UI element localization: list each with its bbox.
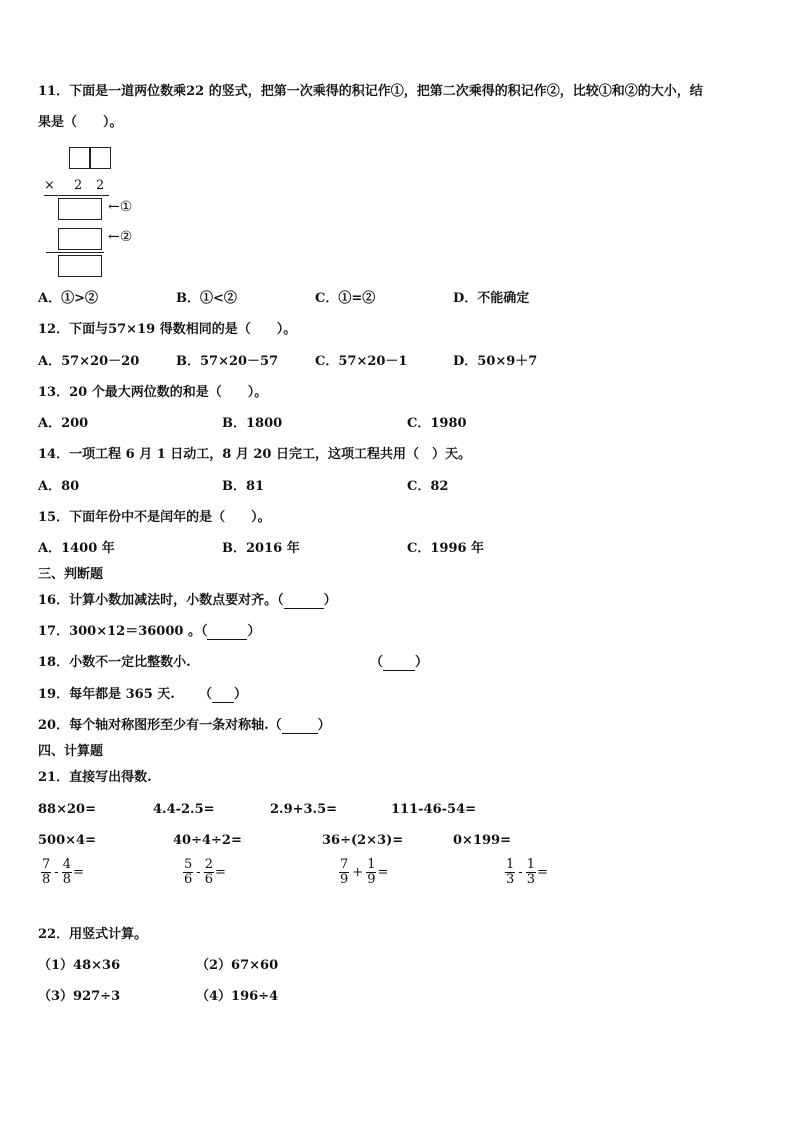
q20-row [38, 718, 331, 734]
q19-answer-blank[interactable] [212, 690, 234, 703]
operator: - [196, 865, 201, 880]
fraction [204, 858, 214, 887]
q11-option-a[interactable]: A．①>② [38, 291, 98, 306]
denominator: 6 [184, 872, 193, 887]
q17-paren-close: ） [247, 624, 261, 639]
sum-rule-line [46, 252, 104, 253]
q13-option-a[interactable]: A．200 [38, 416, 89, 431]
equals-sign: = [536, 865, 548, 880]
q22-item-2: （2）67×60 [196, 958, 279, 973]
numerator: 2 [204, 857, 213, 872]
q14-option-a[interactable]: A．80 [38, 479, 80, 494]
q18-paren-open: （ [370, 655, 384, 670]
section-heading-judgement: 三、判断题 [38, 567, 104, 582]
arrow-label-1: ←① [108, 199, 133, 215]
q20-paren-close: ） [317, 718, 331, 733]
digit-box-tens [69, 147, 90, 169]
q16-row [38, 593, 337, 609]
first-partial-product-box [58, 198, 102, 220]
numerator: 7 [340, 857, 349, 872]
fraction [62, 858, 72, 887]
q14-option-c[interactable]: C．82 [407, 479, 449, 494]
multiply-sign: × [44, 178, 55, 193]
q18-stem: 18．小数不一定比整数小. [38, 655, 191, 670]
q15-option-c[interactable]: C．1996 年 [407, 541, 485, 556]
q15-stem: 15．下面年份中不是闰年的是（ ）。 [38, 510, 271, 525]
second-partial-product-box [58, 228, 102, 250]
digit-box-ones [90, 147, 111, 169]
q21-fraction-item-3 [338, 858, 388, 887]
arrow-label-2: ←② [108, 229, 133, 245]
operator: + [352, 865, 364, 880]
q16-stem: 16．计算小数加减法时，小数点要对齐。（ [38, 593, 284, 608]
product-rule-line [44, 195, 109, 196]
q11-option-b[interactable]: B．①<② [176, 291, 237, 306]
q21-stem: 21．直接写出得数. [38, 770, 152, 785]
denominator: 3 [506, 872, 515, 887]
denominator: 8 [42, 872, 51, 887]
q17-answer-blank[interactable] [207, 627, 247, 640]
equals-sign: = [72, 865, 84, 880]
q19-paren-open: （ [199, 687, 213, 702]
numerator: 5 [184, 857, 193, 872]
operator: - [54, 865, 59, 880]
q16-answer-blank[interactable] [284, 596, 324, 609]
q11-option-d[interactable]: D．不能确定 [453, 291, 530, 306]
q19-answer [199, 687, 247, 703]
q19-stem: 19．每年都是 365 天. [38, 687, 175, 702]
q21-item-4: 111-46-54= [391, 802, 477, 817]
q12-stem: 12．下面与57×19 得数相同的是（ ）。 [38, 322, 297, 337]
q12-option-b[interactable]: B．57×20－57 [176, 354, 279, 369]
q22-item-1: （1）48×36 [38, 958, 121, 973]
q11-option-c[interactable]: C．①=② [315, 291, 376, 306]
q21-fraction-item-1 [40, 858, 84, 887]
q20-stem: 20．每个轴对称图形至少有一条对称轴.（ [38, 718, 282, 733]
q21-item-1: 88×20= [38, 802, 96, 817]
denominator: 9 [367, 872, 376, 887]
q22-item-4: （4）196÷4 [196, 989, 279, 1004]
q15-option-a[interactable]: A．1400 年 [38, 541, 115, 556]
q13-option-b[interactable]: B．1800 [222, 416, 283, 431]
q18-answer-blank[interactable] [383, 658, 415, 671]
q16-paren-close: ） [323, 593, 337, 608]
q22-stem: 22．用竖式计算。 [38, 927, 148, 942]
fraction [505, 858, 515, 887]
q18-answer [370, 655, 428, 671]
q21-item-2: 4.4-2.5= [153, 802, 215, 817]
q14-option-b[interactable]: B．81 [222, 479, 265, 494]
numerator: 7 [42, 857, 51, 872]
section-heading-calculation: 四、计算题 [38, 744, 104, 759]
q14-stem: 14．一项工程 6 月 1 日动工，8 月 20 日完工，这项工程共用（ ）天。 [38, 447, 471, 462]
numerator: 1 [367, 857, 376, 872]
denominator: 8 [62, 872, 71, 887]
q13-option-c[interactable]: C．1980 [407, 416, 467, 431]
equals-sign: = [214, 865, 226, 880]
q11-stem-line2: 果是（ ）。 [38, 115, 123, 130]
q19-paren-close: ） [234, 687, 248, 702]
q12-option-a[interactable]: A．57×20－20 [38, 354, 140, 369]
multiplier-digit-ones: 2 [96, 178, 105, 193]
numerator: 1 [526, 857, 535, 872]
q12-option-d[interactable]: D．50×9＋7 [453, 354, 538, 369]
equals-sign: = [377, 865, 389, 880]
q17-row [38, 624, 260, 640]
fraction [183, 858, 193, 887]
final-product-box [58, 255, 102, 277]
q15-option-b[interactable]: B．2016 年 [222, 541, 300, 556]
denominator: 6 [204, 872, 213, 887]
fraction [366, 858, 376, 887]
q12-option-c[interactable]: C．57×20－1 [315, 354, 408, 369]
q20-answer-blank[interactable] [282, 721, 318, 734]
q21-fraction-item-4 [504, 858, 548, 887]
fraction [41, 858, 51, 887]
q11-stem-line1: 11．下面是一道两位数乘22 的竖式，把第一次乘得的积记作①，把第二次乘得的积记作②，比较①和②的大小，结 [38, 84, 703, 99]
fraction [526, 858, 536, 887]
q22-item-3: （3）927÷3 [38, 989, 121, 1004]
numerator: 1 [506, 857, 515, 872]
q21-item-8: 0×199= [453, 833, 511, 848]
q18-paren-close: ） [415, 655, 429, 670]
denominator: 9 [340, 872, 349, 887]
q21-item-3: 2.9+3.5= [270, 802, 338, 817]
q21-item-5: 500×4= [38, 833, 96, 848]
q21-item-7: 36÷(2×3)= [322, 833, 404, 848]
q17-stem: 17．300×12＝36000 。（ [38, 624, 208, 639]
numerator: 4 [62, 857, 71, 872]
fraction [339, 858, 349, 887]
multiplier-digit-tens: 2 [74, 178, 83, 193]
q21-item-6: 40÷4÷2= [173, 833, 242, 848]
operator: - [518, 865, 523, 880]
q21-fraction-item-2 [182, 858, 226, 887]
denominator: 3 [526, 872, 535, 887]
q13-stem: 13．20 个最大两位数的和是（ ）。 [38, 385, 268, 400]
